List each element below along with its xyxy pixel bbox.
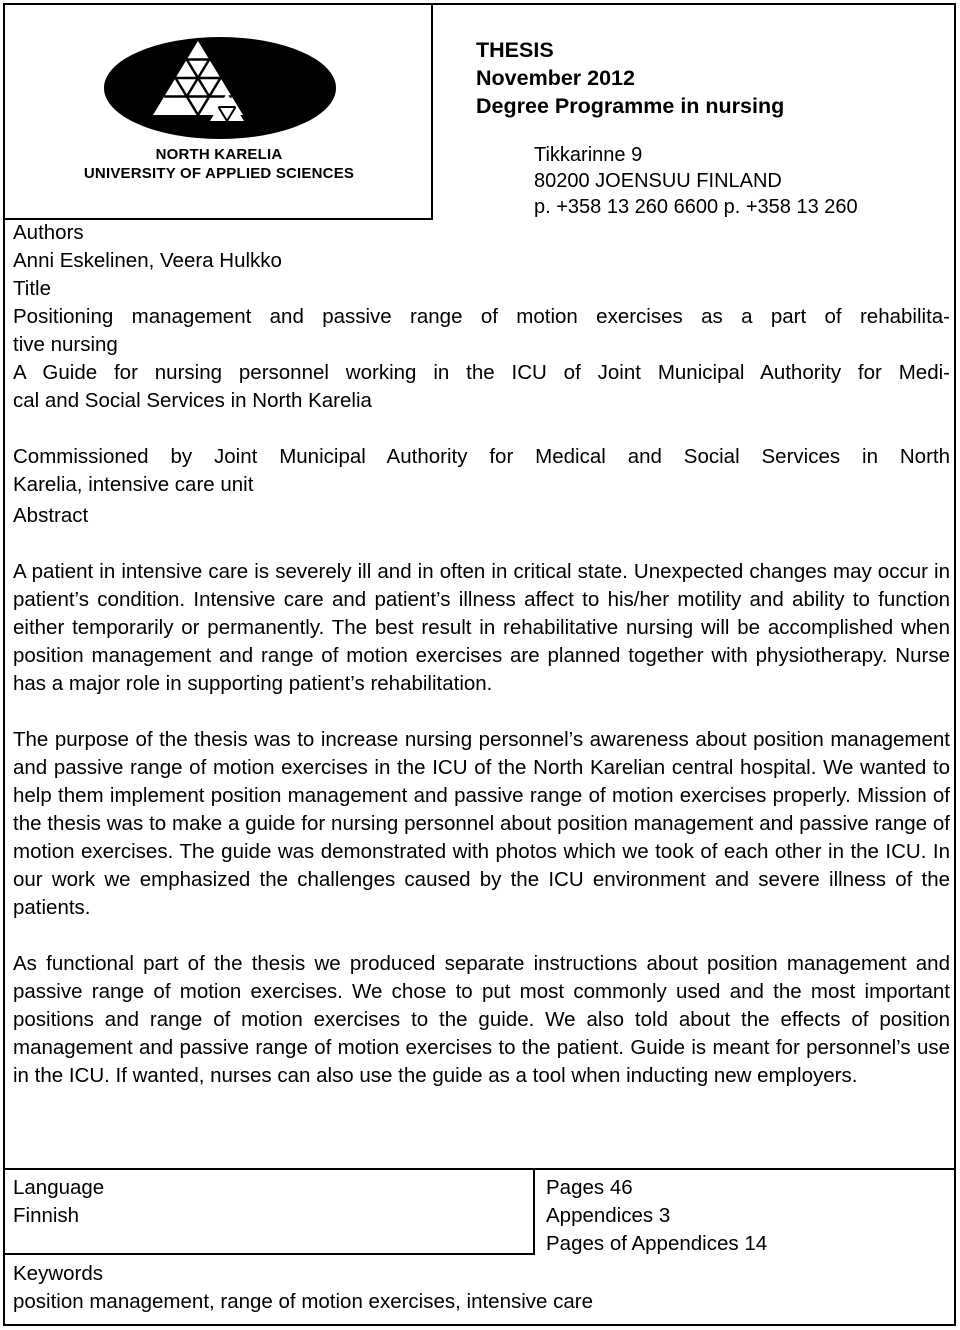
title-line: tive nursing — [13, 333, 118, 356]
title-label: Title — [13, 277, 51, 300]
logo-name-line2: UNIVERSITY OF APPLIED SCIENCES — [83, 165, 355, 182]
pages-count: Pages 46 — [546, 1176, 633, 1199]
blank-line — [13, 415, 950, 443]
pages-info — [546, 1174, 767, 1258]
keywords-label: Keywords — [13, 1262, 104, 1285]
address-phone: p. +358 13 260 6600 p. +358 13 260 — [534, 196, 858, 218]
appendices-count: Appendices 3 — [546, 1204, 671, 1227]
commission-line: Commissioned by Joint Municipal Authority for Medical and Social Services in North — [13, 445, 950, 468]
authors-label: Authors — [13, 221, 84, 244]
commission-line: Karelia, intensive care unit — [13, 473, 254, 496]
abstract-label: Abstract — [13, 504, 89, 527]
header — [5, 5, 954, 220]
degree-programme: Degree Programme in nursing — [476, 94, 785, 118]
logo-name-line1: NORTH KARELIA — [155, 146, 283, 163]
abstract-paragraph: The purpose of the thesis was to increase nursing personnel’s awareness about position management and passive range of motion exercises in the ICU of the North Karelian central hospital. We wanted to help them implement position management and passive range of motion exercises properly. Mission of the thesis was to make a guide for nursing personnel about position management and passive range of motion exercises. The guide was demonstrated with photos which we took of each other in the ICU. In our work we emphasized the challenges caused by the ICU environment and severe illness of the patients. — [13, 728, 950, 919]
thesis-date: November 2012 — [476, 66, 635, 90]
title-line: cal and Social Services in North Karelia — [13, 389, 372, 412]
authors-value: Anni Eskelinen, Veera Hulkko — [13, 249, 282, 272]
address-street: Tikkarinne 9 — [534, 144, 643, 166]
language-value: Finnish — [13, 1204, 80, 1227]
thesis-abstract-page — [3, 3, 956, 1326]
title-line: Positioning management and passive range of motion exercises as a part of rehabilita- — [13, 305, 950, 328]
language-label: Language — [13, 1176, 105, 1199]
main-content — [13, 219, 950, 1090]
title-line: A Guide for nursing personnel working in the ICU of Joint Municipal Authority for Medi- — [13, 361, 950, 384]
appendix-pages-count: Pages of Appendices 14 — [546, 1232, 768, 1255]
logo-box — [5, 5, 433, 220]
abstract-paragraph: As functional part of the thesis we produced separate instructions about position management and passive range of motion exercises. We chose to put most commonly used and the most important positions and range of motion exercises to the guide. We also told about the effects of position management and passive range of motion exercises to the patient. Guide is meant for personnel’s use in the ICU. If wanted, nurses can also use the guide as a tool when inducting new employers. — [13, 952, 950, 1087]
university-logo — [100, 33, 340, 143]
thesis-info — [476, 36, 784, 120]
language-box — [5, 1170, 535, 1255]
footer — [5, 1168, 954, 1328]
keywords-value: position management, range of motion exercises, intensive care — [13, 1290, 594, 1313]
address-city: 80200 JOENSUU FINLAND — [534, 170, 782, 192]
thesis-type: THESIS — [476, 38, 554, 62]
address-block — [534, 142, 858, 220]
blank-line — [13, 530, 950, 558]
abstract-paragraph: A patient in intensive care is severely ill and in often in critical state. Unexpected changes may occur in patient’s condition. Intensive care and patient’s illness affect to his/her motility and ability to function either temporarily or permanently. The best result in rehabilitative nursing will be accomplished when position management and range of motion exercises are planned together with physiotherapy. Nurse has a major role in supporting patient’s rehabilitation. — [13, 560, 950, 695]
